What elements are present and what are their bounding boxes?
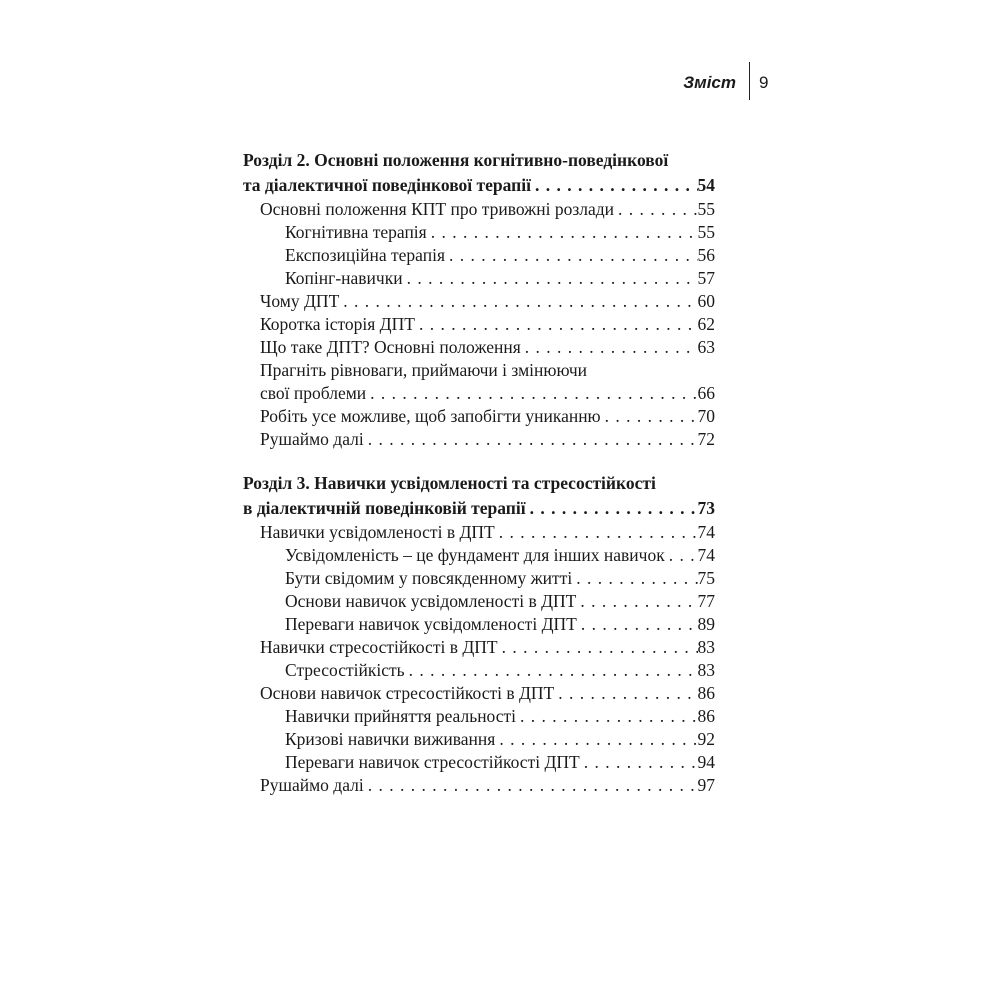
entry-text: Навички усвідомленості в ДПТ — [260, 522, 495, 542]
entry-text: Бути свідомим у повсякденному житті — [285, 568, 573, 588]
dot-leader — [427, 221, 698, 244]
chapter-title-line1: Основні положення когнітивно-поведінкової — [314, 150, 669, 170]
dot-leader — [554, 682, 697, 705]
dot-leader — [403, 267, 698, 290]
entry-page: 86 — [697, 706, 715, 726]
entry-text: Основні положення КПТ про тривожні розлади — [260, 199, 615, 219]
dot-leader — [445, 244, 698, 267]
toc-entry — [243, 544, 715, 567]
entry-text: Основи навичок усвідомленості в ДПТ — [285, 591, 577, 611]
toc-entry — [243, 728, 715, 751]
chapter-heading: Розділ 3. Навички усвідомленості та стресостійкості в діалектичній поведінковій терапії . . . 73 — [243, 471, 715, 521]
dot-leader — [614, 198, 697, 221]
chapter-label: Розділ 3 — [243, 473, 306, 493]
entry-page: 66 — [697, 383, 715, 403]
entry-page: 97 — [697, 775, 715, 795]
entry-page: 83 — [697, 660, 715, 680]
dot-leader — [366, 382, 697, 405]
dot-leader — [526, 496, 698, 521]
toc-entry — [243, 290, 715, 313]
entry-text: Переваги навичок усвідомленості ДПТ — [285, 614, 577, 634]
toc-entry — [243, 682, 715, 705]
toc-entry — [243, 221, 715, 244]
dot-leader — [521, 336, 698, 359]
toc-entry — [243, 613, 715, 636]
toc-entry — [243, 198, 715, 221]
dot-leader — [572, 567, 697, 590]
chapter-title-line1: Навички усвідомленості та стресостійкості — [314, 473, 656, 493]
toc-entry — [243, 244, 715, 267]
dot-leader — [364, 428, 698, 451]
entry-text: Коротка історія ДПТ — [260, 314, 415, 334]
dot-leader — [415, 313, 698, 336]
dot-leader — [516, 705, 697, 728]
entry-page: 56 — [697, 245, 715, 265]
entry-page: 83 — [697, 637, 715, 657]
entry-page: 74 — [697, 545, 715, 565]
dot-leader — [495, 728, 697, 751]
toc-entry — [243, 405, 715, 428]
entry-text: Робіть усе можливе, щоб запобігти униканню — [260, 406, 601, 426]
dot-leader — [495, 521, 698, 544]
dot-leader — [601, 405, 698, 428]
chapter-page: 73 — [697, 498, 715, 518]
entry-page: 94 — [697, 752, 715, 772]
entry-page: 63 — [697, 337, 715, 357]
toc-entry — [243, 751, 715, 774]
entry-page: 75 — [697, 568, 715, 588]
entry-text: Копінг-навички — [285, 268, 403, 288]
chapter-3 — [243, 471, 715, 797]
entry-text: Навички прийняття реальності — [285, 706, 517, 726]
entry-page: 60 — [697, 291, 715, 311]
toc-entry — [243, 774, 715, 797]
chapter-label: Розділ 2 — [243, 150, 306, 170]
entry-page: 55 — [697, 222, 715, 242]
dot-leader — [339, 290, 697, 313]
dot-leader — [498, 636, 698, 659]
entry-page: 74 — [697, 522, 715, 542]
entry-page: 70 — [697, 406, 715, 426]
toc-entry — [243, 659, 715, 682]
dot-leader — [405, 659, 698, 682]
toc-entry — [243, 705, 715, 728]
entry-page: 62 — [697, 314, 715, 334]
entry-text: Переваги навичок стресостійкості ДПТ — [285, 752, 580, 772]
entry-page: 86 — [697, 683, 715, 703]
entry-text: Рушаймо далі — [260, 429, 364, 449]
entry-text: Навички стресостійкості в ДПТ — [260, 637, 498, 657]
entry-text: свої проблеми — [260, 383, 367, 403]
dot-leader — [577, 613, 698, 636]
table-of-contents — [243, 148, 715, 817]
toc-entry — [243, 567, 715, 590]
dot-leader — [580, 751, 698, 774]
chapter-page: 54 — [697, 175, 715, 195]
entry-page: 57 — [697, 268, 715, 288]
dot-leader — [576, 590, 697, 613]
dot-leader — [364, 774, 698, 797]
chapter-title-line2: в діалектичній поведінковій терапії — [243, 498, 526, 518]
chapter-2 — [243, 148, 715, 451]
entry-page: 77 — [697, 591, 715, 611]
toc-entry — [243, 336, 715, 359]
entry-text: Усвідомленість – це фундамент для інших навичок — [285, 545, 665, 565]
entry-text: Експозиційна терапія — [285, 245, 445, 265]
toc-entry — [243, 267, 715, 290]
entry-text: Кризові навички виживання — [285, 729, 496, 749]
running-header-title: Зміст — [683, 73, 736, 92]
entry-page: 72 — [697, 429, 715, 449]
entry-text-line1: Прагніть рівноваги, приймаючи і змінюючи — [260, 360, 588, 380]
entry-text: Що таке ДПТ? Основні положення — [260, 337, 521, 357]
entry-text: Стресостійкість — [285, 660, 405, 680]
dot-leader — [665, 544, 698, 567]
chapter-title-line2: та діалектичної поведінкової терапії — [243, 175, 531, 195]
entry-text: Основи навичок стресостійкості в ДПТ — [260, 683, 555, 703]
entry-page: 89 — [697, 614, 715, 634]
chapter-heading: Розділ 2. Основні положення когнітивно-поведінкової та діалектичної поведінкової терапії . . . 54 — [243, 148, 715, 198]
toc-entry — [243, 636, 715, 659]
toc-entry — [243, 590, 715, 613]
dot-leader — [531, 173, 698, 198]
entry-text: Когнітивна терапія — [285, 222, 427, 242]
entry-text: Чому ДПТ — [260, 291, 340, 311]
toc-entry — [243, 382, 715, 405]
entry-text: Рушаймо далі — [260, 775, 364, 795]
toc-entry — [243, 313, 715, 336]
entry-page: 55 — [697, 199, 715, 219]
toc-entry — [243, 428, 715, 451]
page-number: 9 — [759, 73, 769, 92]
header-divider — [749, 62, 750, 100]
toc-entry — [243, 521, 715, 544]
entry-page: 92 — [697, 729, 715, 749]
